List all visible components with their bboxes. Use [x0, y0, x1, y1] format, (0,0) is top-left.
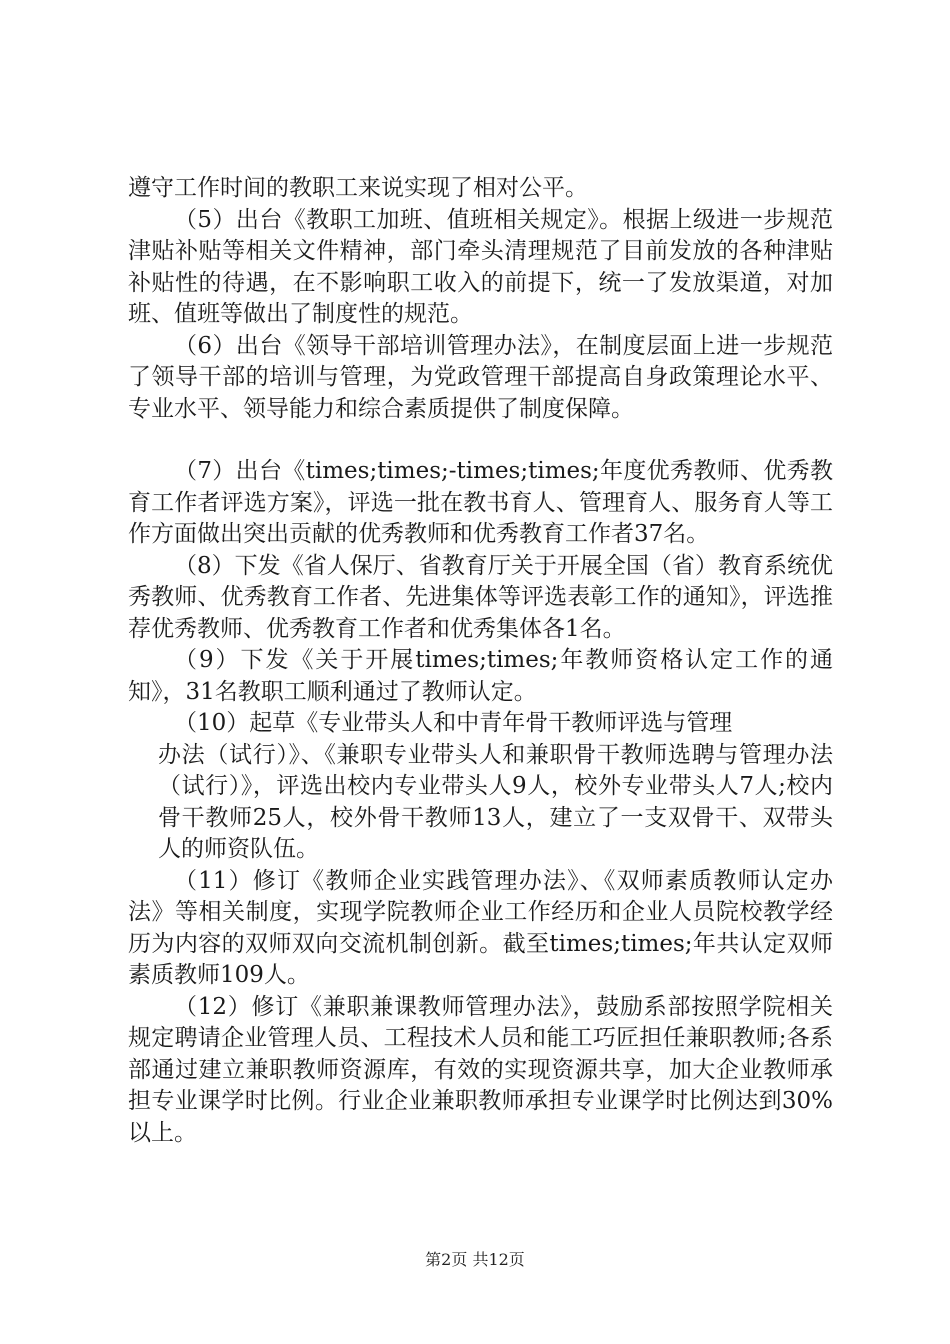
paragraph-item-12: （12）修订《兼职兼课教师管理办法》，鼓励系部按照学院相关规定聘请企业管理人员、工程技术人员和能工巧匠担任兼职教师;各系部通过建立兼职教师资源库，有效的实现资源共享，加大企业教师承担专业课学时比例。行业企业兼职教师承担专业课学时比例达到30%以上。	[128, 993, 833, 1146]
paragraph-item-10-body: 办法（试行）》、《兼职专业带头人和兼职骨干教师选聘与管理办法（试行）》，评选出校内专业带头人9人，校外专业带头人7人;校内骨干教师25人，校外骨干教师13人，建立了一支双骨干、双带头人的师资队伍。	[158, 741, 833, 862]
paragraph-item-10-heading: （10）起草《专业带头人和中青年骨干教师评选与管理	[174, 710, 733, 736]
paragraph-item-8: （8）下发《省人保厅、省教育厅关于开展全国（省）教育系统优秀教师、优秀教育工作者、先进集体等评选表彰工作的通知》，评选推荐优秀教师、优秀教育工作者和优秀集体各1名。	[128, 552, 833, 642]
paragraph-item-5: （5）出台《教职工加班、值班相关规定》。根据上级进一步规范津贴补贴等相关文件精神，部门牵头清理规范了目前发放的各种津贴补贴性的待遇，在不影响职工收入的前提下，统一了发放渠道，对加班、值班等做出了制度性的规范。	[128, 206, 833, 327]
page-number-footer: 第2页 共12页	[425, 1250, 525, 1269]
paragraph-item-9: （9）下发《关于开展times;times;年教师资格认定工作的通知》，31名教职工顺利通过了教师认定。	[128, 647, 833, 705]
paragraph-continuation: 遵守工作时间的教职工来说实现了相对公平。	[128, 175, 588, 201]
document-body	[128, 173, 833, 1149]
paragraph-item-6: （6）出台《领导干部培训管理办法》，在制度层面上进一步规范了领导干部的培训与管理，为党政管理干部提高自身政策理论水平、专业水平、领导能力和综合素质提供了制度保障。	[128, 332, 833, 422]
paragraph-item-11: （11）修订《教师企业实践管理办法》、《双师素质教师认定办法》等相关制度，实现学院教师企业工作经历和企业人员院校教学经历为内容的双师双向交流机制创新。截至times;times;年共认定双师素质教师109人。	[128, 867, 833, 988]
paragraph-item-7: （7）出台《times;times;-times;times;年度优秀教师、优秀教育工作者评选方案》，评选一批在教书育人、管理育人、服务育人等工作方面做出突出贡献的优秀教师和优秀教育工作者37名。	[128, 458, 833, 547]
